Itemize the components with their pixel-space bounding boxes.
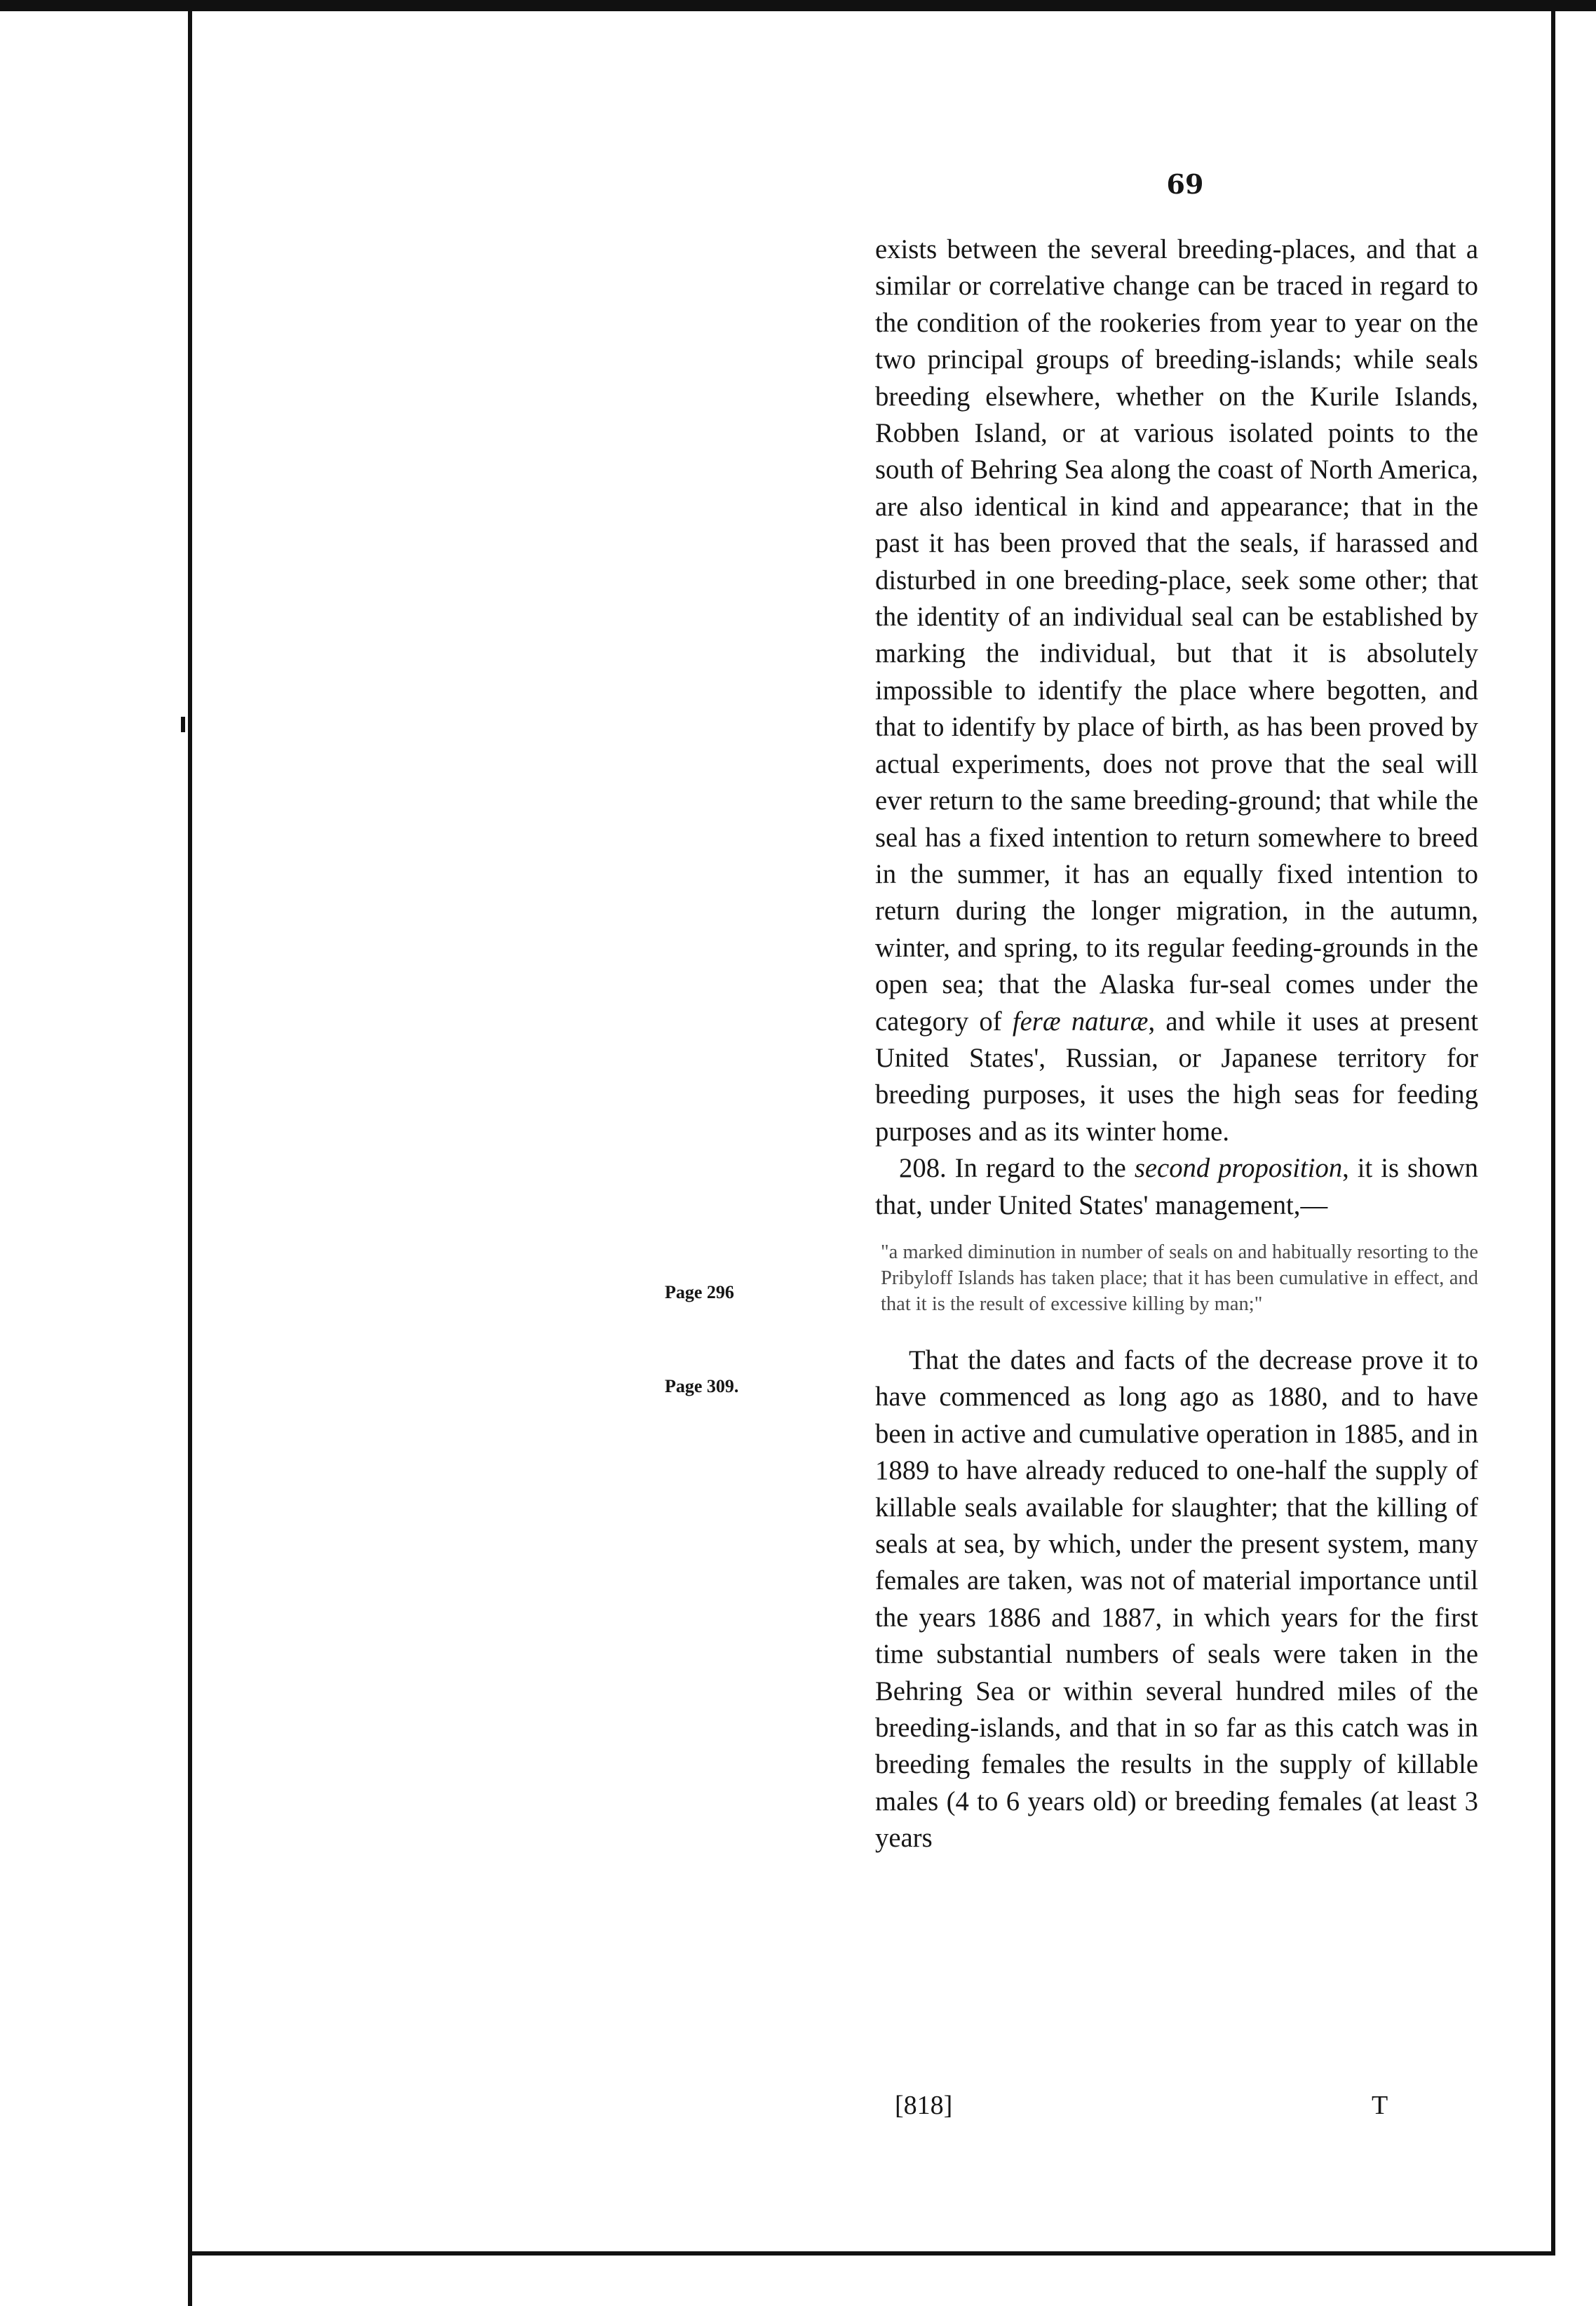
margin-note-page-296: Page 296: [665, 1282, 734, 1302]
main-text-column: [875, 231, 1478, 1857]
binding-mark: [181, 717, 185, 732]
page-number: 69: [1166, 168, 1204, 200]
scan-border-right: [1551, 11, 1555, 2256]
paragraph-2-tail: , it is shown that, under United States' management,—: [875, 1154, 1478, 1220]
scan-border-left: [188, 0, 192, 2306]
scan-margin-strip: [0, 0, 188, 2306]
block-quote: "a marked diminution in number of seals on and habitually resorting to the Pribyloff Islands has taken place; that it has been cumulative in effect, and that it is the result of excessive killing by man;": [881, 1241, 1478, 1315]
paragraph-2-italic: second proposition: [1134, 1154, 1343, 1184]
paragraph-1-italic: feræ naturæ: [1012, 1006, 1149, 1037]
paragraph-2-lead: 208. In regard to the: [899, 1154, 1126, 1184]
scan-border-bottom: [188, 2251, 1555, 2256]
paragraph-208: [875, 1150, 1478, 1224]
scan-border-top: [0, 0, 1596, 11]
signature-mark-letter: T: [1372, 2091, 1388, 2120]
margin-note-page-309: Page 309.: [665, 1376, 739, 1396]
paragraph-continuation: [875, 231, 1478, 1150]
paragraph-1-tail: , and while it uses at present United States', Russian, or Japanese territory for breeding purposes, it uses the high seas for feeding purposes and as its winter home.: [875, 1006, 1479, 1147]
paragraph-decrease: That the dates and facts of the decrease prove it to have commenced as long ago as 1880, and to have been in active and cumulative operation in 1885, and in 1889 to have already reduced to one-half the supply of killable seals available for slaughter; that the killing of seals at sea, by which, under the present system, many females are taken, was not of material importance until the years 1886 and 1887, in which years for the first time substantial numbers of seals were taken in the Behring Sea or within several hundred miles of the breeding-islands, and that in so far as this catch was in breeding females the results in the supply of killable males (4 to 6 years old) or breeding females (at least 3 years: [875, 1345, 1478, 1854]
paragraph-1-lead: exists between the several breeding-places, and that a similar or correlative change can be traced in regard to the condition of the rookeries from year to year on the two principal groups of breeding-islands; while seals breeding elsewhere, whether on the Kurile Islands, Robben Island, or at various isolated points to the south of Behring Sea along the coast of North America, are also identical in kind and appearance; that in the past it has been proved that the seals, if harassed and disturbed in one breeding-place, seek some other; that the identity of an individual seal can be established by marking the individual, but that it is absolutely impossible to identify the place where begotten, and that to identify by place of birth, as has been proved by actual experiments, does not prove that the seal will ever return to the same breeding-ground; that while the seal has a fixed intention to return somewhere to breed in the summer, it has an equally fixed intention to return during the longer migration, in the autumn, winter, and spring, to its regular feeding-grounds in the open sea; that the Alaska fur-seal comes under the category of: [875, 235, 1478, 1037]
signature-mark-number: [818]: [895, 2091, 953, 2120]
